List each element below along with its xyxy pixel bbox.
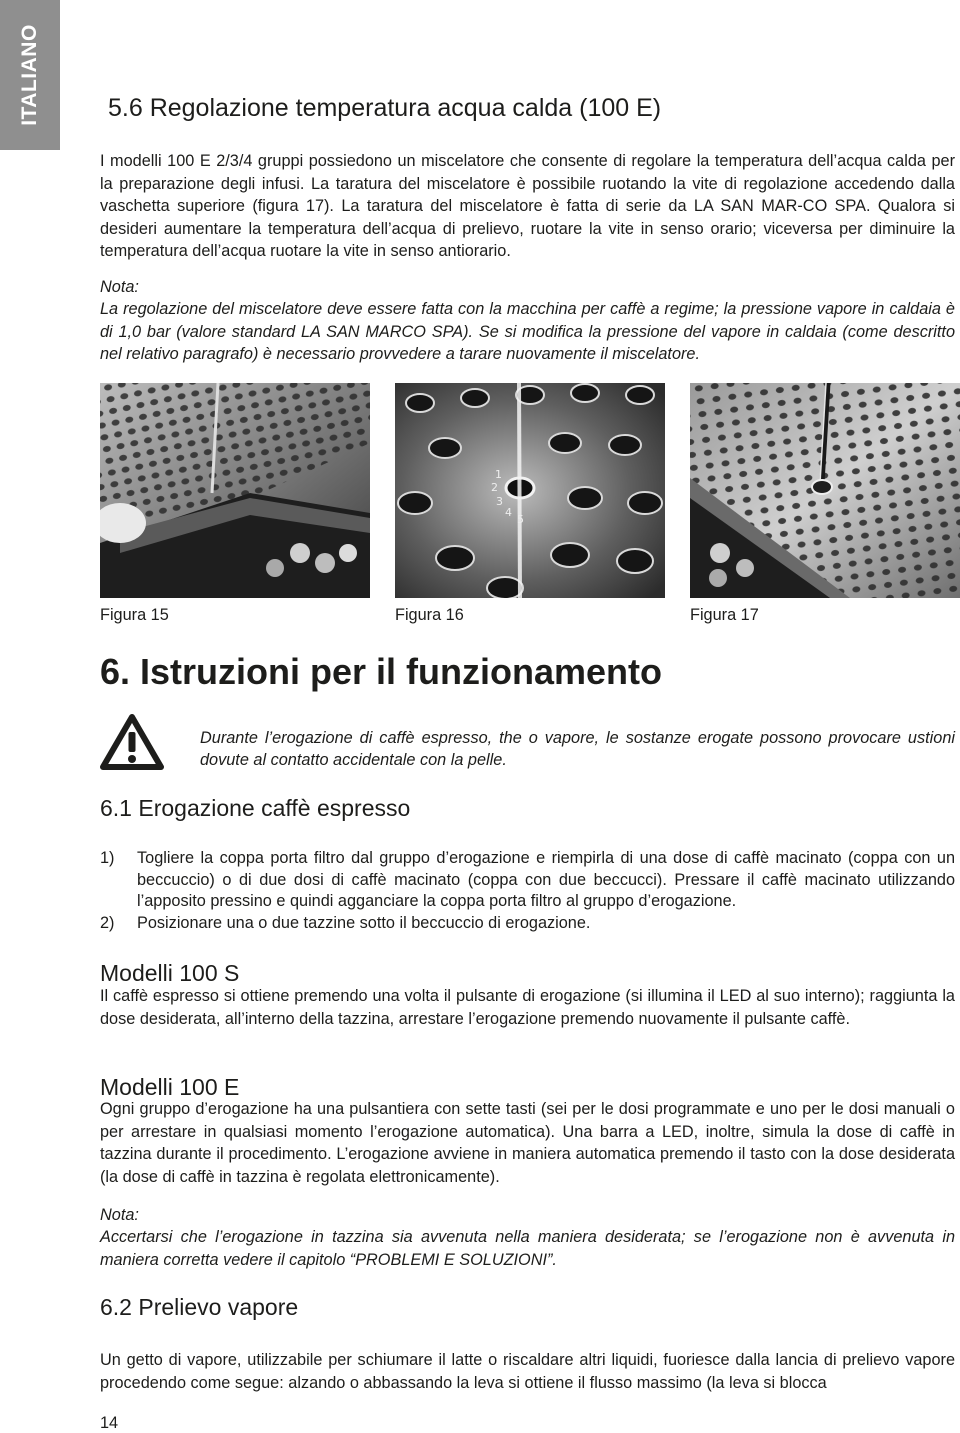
list-item [100,913,955,935]
figure-15-photo [100,383,370,598]
warning-text: Durante l’erogazione di caffè espresso, the o vapore, le sostanze erogate possono provocare ustioni dovute al contatto accidentale con la pelle. [200,729,955,769]
dial-mark-1: 1 [495,468,502,481]
list-item [100,848,955,913]
dial-mark-3: 3 [496,495,503,508]
note-text-2: Accertarsi che l’erogazione in tazzina sia avvenuta nella maniera desiderata; se l’erogazione non è avvenuta in maniera corretta vedere il capitolo “PROBLEMI E SOLUZIONI”. [100,1228,955,1269]
step-text: Togliere la coppa porta filtro dal gruppo d’erogazione e riempirla di una dose di caffè macinato (coppa con un beccuccio) o di due dosi di caffè macinato (coppa con due beccucci). Pressare il caffè macinato utilizzando l’apposito pressino e quindi agganciare la coppa porta filtro al gruppo d’erogazione. [137,849,955,910]
modelli-100-s-heading: Modelli 100 S [100,960,240,986]
dial-mark-2: 2 [491,481,498,494]
section-5-6-body: I modelli 100 E 2/3/4 gruppi possiedono un miscelatore che consente di regolare la temperatura dell’acqua calda per la preparazione degli infusi. La taratura del miscelatore è possibile ruotando la vite di regolazione accedendo dalla vaschetta superiore (figura 17). La taratura del miscelatore è fatta di serie da LA SAN MAR-CO SPA. Qualora si desideri aumentare la temperatura dell’acqua di prelievo, ruotare la vite in senso orario; viceversa per diminuire la temperatura dell’acqua ruotare la vite in senso antiorario. [100,152,955,260]
section-6-heading: 6. Istruzioni per il funzionamento [100,651,663,692]
section-6-1-heading: 6.1 Erogazione caffè espresso [100,795,411,821]
note-label-2: Nota: [100,1206,139,1224]
dial-mark-5: 5 [517,513,524,526]
dial-mark-4: 4 [505,506,512,519]
modelli-100-e-text: Ogni gruppo d’erogazione ha una pulsantiera con sette tasti (sei per le dosi programmate e uno per le dosi manuali o per arrestare in qualsiasi momento l’erogazione automatica). Una barra a LED, inoltre, simula la dose di caffè in tazzina durante il procedimento. L’erogazione avviene in maniera automatica premendo il tasto con la dose desiderata (la dose di caffè in tazzina è regolata elettronicamente). [100,1100,955,1186]
modelli-100-e-heading: Modelli 100 E [100,1074,240,1100]
figure-17-photo [690,383,960,598]
figure-17-image [690,383,960,598]
section-6-2-heading: 6.2 Prelievo vapore [100,1294,299,1320]
note-label-1: Nota: [100,278,139,296]
section-6-2-body: Un getto di vapore, utilizzabile per schiumare il latte o riscaldare altri liquidi, fuoriesce dalla lancia di prelievo vapore procedendo come segue: alzando o abbassando la leva si ottiene il flusso massimo (la leva si blocca [100,1351,955,1392]
figure-17-caption: Figura 17 [690,606,759,624]
step-number: 1) [100,849,115,867]
section-5-6-heading: 5.6 Regolazione temperatura acqua calda (100 E) [108,94,662,122]
step-text: Posizionare una o due tazzine sotto il beccuccio di erogazione. [137,913,591,932]
figure-16-caption: Figura 16 [395,606,464,624]
figure-15-caption: Figura 15 [100,606,169,624]
modelli-100-s-text: Il caffè espresso si ottiene premendo una volta il pulsante di erogazione (si illumina il LED al suo interno); raggiunta la dose desiderata, all’interno della tazzina, arrestare l’erogazione premendo nuovamente il pulsante caffè. [100,987,955,1028]
figure-15-image [100,383,370,598]
figure-16-image [395,383,665,598]
figure-16-photo [395,383,665,598]
steps-list [100,848,955,934]
page-number: 14 [100,1414,119,1432]
note-text-1: La regolazione del miscelatore deve essere fatta con la macchina per caffè a regime; la pressione vapore in caldaia è di 1,0 bar (valore standard LA SAN MARCO SPA). Se si modifica la pressione del vapore in caldaia (come descritto nel relativo paragrafo) è necessario provvedere a tarare nuovamente il miscelatore. [100,300,955,363]
step-number: 2) [100,913,115,932]
language-side-tab [0,0,60,150]
language-tab-label: ITALIANO [18,24,41,126]
warning-triangle-icon [100,714,164,770]
